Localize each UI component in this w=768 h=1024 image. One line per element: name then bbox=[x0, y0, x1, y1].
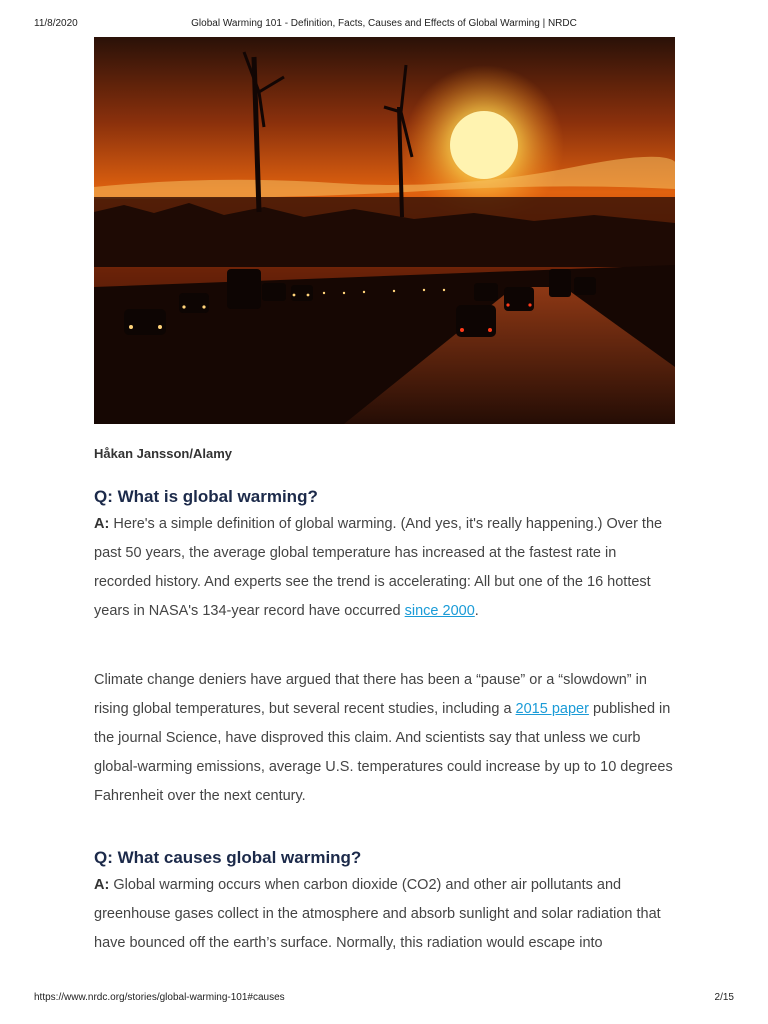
print-header bbox=[0, 18, 768, 32]
answer-text-end: . bbox=[474, 603, 479, 619]
deniers-text-end: published in the journal Science, have disproved this claim. And scientists say that unless we curb global-warming emissions, average U.S. temperatures could increase by up to 10 degrees Fahrenheit over the next century. bbox=[94, 701, 673, 804]
answer-label: A: bbox=[94, 516, 110, 532]
deniers-paragraph bbox=[94, 666, 674, 811]
print-date: 11/8/2020 bbox=[34, 18, 78, 29]
print-url: https://www.nrdc.org/stories/global-warming-101#causes bbox=[34, 992, 285, 1003]
article-body bbox=[94, 484, 674, 958]
print-page-title: Global Warming 101 - Definition, Facts, Causes and Effects of Global Warming | NRDC bbox=[191, 18, 577, 29]
answer-paragraph-what bbox=[94, 510, 674, 626]
spacer bbox=[94, 811, 674, 845]
photo-credit: Håkan Jansson/Alamy bbox=[94, 446, 233, 461]
answer-paragraph-causes bbox=[94, 871, 674, 958]
since-2000-link[interactable]: since 2000 bbox=[404, 603, 475, 619]
print-page-number: 2/15 bbox=[714, 992, 734, 1003]
question-heading-what: Q: What is global warming? bbox=[94, 487, 318, 506]
question-heading-causes: Q: What causes global warming? bbox=[94, 848, 362, 867]
print-footer bbox=[0, 992, 768, 1006]
answer-text: Here's a simple definition of global warming. (And yes, it's really happening.) Over the past 50 years, the average global temperature has increased at the fastest rate in recorded history. And experts see the trend is accelerating: All but one of the 16 hottest years in NASA's 134-year record have occurred bbox=[94, 516, 663, 619]
2015-paper-link[interactable]: 2015 paper bbox=[515, 701, 589, 717]
spacer bbox=[94, 626, 674, 666]
answer-label: A: bbox=[94, 877, 110, 893]
deniers-text: Climate change deniers have argued that there has been a “pause” or a “slowdown” in rising global temperatures, but several recent studies, including a bbox=[94, 672, 647, 717]
hero-photo bbox=[94, 37, 675, 424]
answer-text: Global warming occurs when carbon dioxide (CO2) and other air pollutants and greenhouse gases collect in the atmosphere and absorb sunlight and solar radiation that have bounced off the earth’s surface. Normally, this radiation would escape into bbox=[94, 877, 661, 951]
